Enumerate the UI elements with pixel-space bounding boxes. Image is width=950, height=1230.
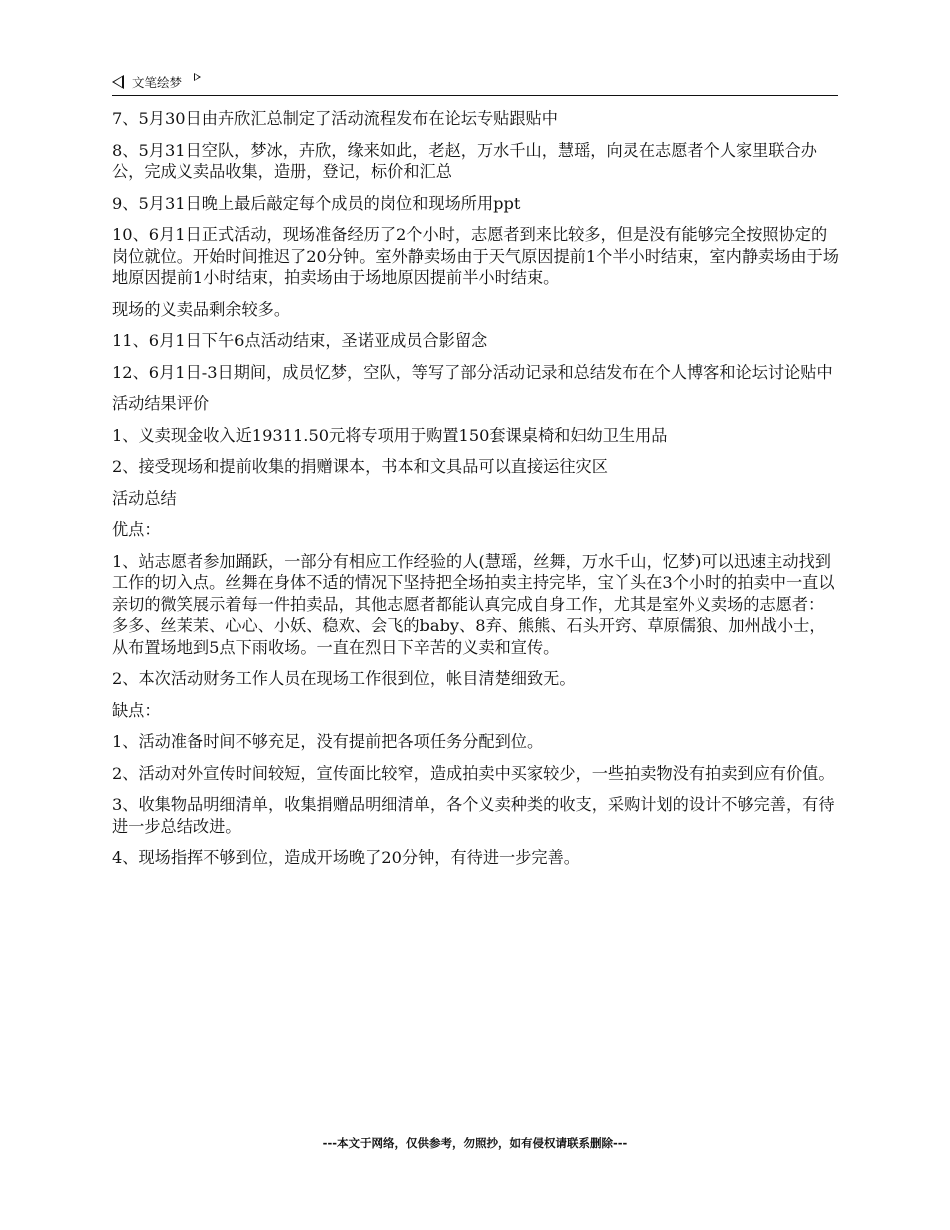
page-footer: ---本文于网络，仅供参考，勿照抄，如有侵权请联系删除--- [322, 1136, 628, 1150]
paragraph: 9、5月31日晚上最后敲定每个成员的岗位和现场所用ppt [112, 193, 521, 213]
page-header [112, 71, 838, 96]
paragraph: 7、5月30日由卉欣汇总制定了活动流程发布在论坛专贴跟贴中 [112, 109, 558, 128]
paragraph: 11、6月1日下午6点活动结束，圣诺亚成员合影留念 [112, 331, 488, 350]
section-heading: 活动结果评价 [112, 394, 210, 413]
paragraph: 2、接受现场和提前收集的捐赠课本，书本和文具品可以直接运往灾区 [112, 457, 608, 476]
paragraph: 2、本次活动财务工作人员在现场工作很到位，帐目清楚细致无。 [112, 669, 576, 688]
header-brand [112, 73, 201, 91]
paragraph: 8、5月31日空队，梦冰，卉欣，缘来如此，老赵，万水千山，慧瑶，向灵在志愿者个人家里联合办公，完成义卖品收集，造册，登记，标价和汇总 [112, 140, 817, 181]
paragraph: 12、6月1日-3日期间，成员忆梦，空队，等写了部分活动记录和总结发布在个人博客和论坛讨论贴中 [112, 362, 833, 382]
paragraph: 10、6月1日正式活动，现场准备经历了2个小时，志愿者到来比较多，但是没有能够完全按照协定的岗位就位。开始时间推迟了20分钟。室外静卖场由于天气原因提前1个半小时结束，室内静卖场由于场地原因提前1小时结束，拍卖场由于场地原因提前半小时结束。 [112, 225, 839, 287]
header-title: 文笔绘梦 [132, 75, 183, 90]
subsection-heading: 缺点： [112, 700, 161, 720]
paragraph: 1、活动准备时间不够充足，没有提前把各项任务分配到位。 [112, 732, 544, 751]
paragraph: 现场的义卖品剩余较多。 [112, 299, 291, 319]
paragraph: 1、义卖现金收入近19311.50元将专项用于购置150套课桌椅和妇幼卫生用品 [112, 425, 668, 445]
triangle-right-icon [194, 73, 201, 81]
triangle-left-icon [112, 75, 124, 89]
paragraph: 3、收集物品明细清单，收集捐赠品明细清单，各个义卖种类的收支，采购计划的设计不够完善，有待进一步总结改进。 [112, 795, 835, 836]
subsection-heading: 优点： [112, 520, 161, 539]
paragraph: 2、活动对外宣传时间较短，宣传面比较窄，造成拍卖中买家较少，一些拍卖物没有拍卖到应有价值。 [112, 763, 835, 783]
document-body [112, 108, 840, 879]
paragraph: 1、站志愿者参加踊跃，一部分有相应工作经验的人(慧瑶，丝舞，万水千山，忆梦)可以迅速主动找到工作的切入点。丝舞在身体不适的情况下坚持把全场拍卖主持完毕，宝丫头在3个小时的拍卖中一直以亲切的微笑展示着每一件拍卖品，其他志愿者都能认真完成自身工作，尤其是室外义卖场的志愿者：多多、丝茉茉、心心、小妖、稳欢、会飞的baby、8弃、熊熊、石头开窍、草原儒狼、加州战小士，从布置场地到5点下雨收场。一直在烈日下辛苦的义卖和宣传。 [112, 551, 835, 657]
paragraph: 4、现场指挥不够到位，造成开场晚了20分钟，有待进一步完善。 [112, 848, 580, 867]
section-heading: 活动总结 [112, 488, 177, 508]
